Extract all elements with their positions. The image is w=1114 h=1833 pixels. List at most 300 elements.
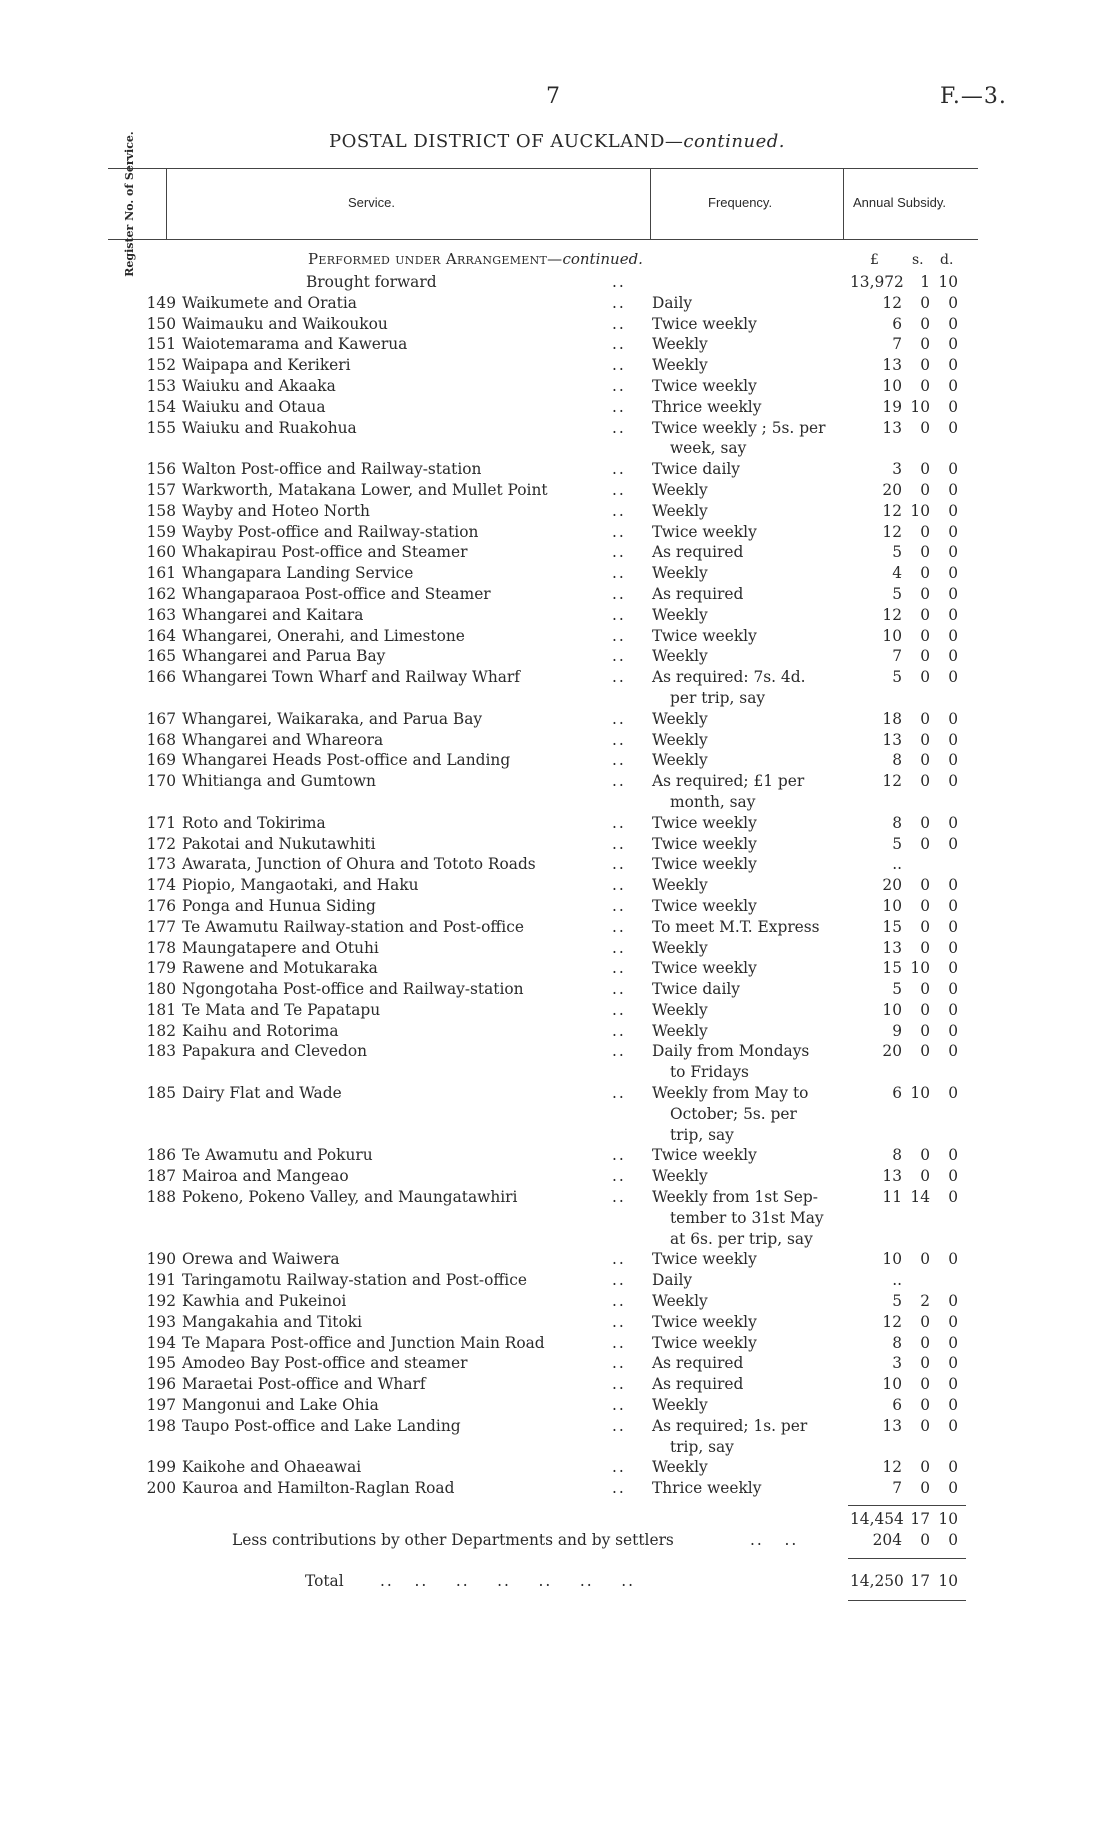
- leader-dots: ..: [612, 584, 626, 603]
- frequency-line: Weekly: [652, 1021, 708, 1040]
- service-name: Taringamotu Railway-station and Post-office: [182, 1271, 527, 1290]
- subsidy-pounds: 10: [882, 1375, 902, 1394]
- register-number: 150: [146, 314, 176, 333]
- service-name: Dairy Flat and Wade: [182, 1084, 342, 1103]
- register-number: 185: [146, 1084, 176, 1103]
- subsidy-pence: 0: [948, 834, 958, 853]
- service-table-body: [0, 272, 1114, 1499]
- table-row: [0, 1270, 1114, 1291]
- service-name: Orewa and Waiwera: [182, 1250, 340, 1269]
- register-number: 151: [146, 335, 176, 354]
- service-name: Waiuku and Otaua: [182, 397, 326, 416]
- register-column-header: [94, 131, 166, 277]
- frequency: [652, 314, 842, 335]
- frequency: [652, 1333, 842, 1354]
- service-name: Piopio, Mangaotaki, and Haku: [182, 876, 419, 895]
- frequency-line: As required: 7s. 4d.: [652, 668, 806, 687]
- frequency-line: To meet M.T. Express: [652, 917, 820, 936]
- table-row: [0, 314, 1114, 335]
- subsidy-shillings: 0: [920, 709, 930, 728]
- subsidy-shillings: 14: [910, 1188, 930, 1207]
- frequency-line: October; 5s. per: [670, 1104, 797, 1123]
- service-name: Kauroa and Hamilton-Raglan Road: [182, 1479, 455, 1498]
- table-row: [0, 667, 1114, 709]
- frequency-line: Twice weekly: [652, 314, 757, 333]
- subsidy-pounds: 10: [882, 896, 902, 915]
- frequency: [652, 1478, 842, 1499]
- subsidy-pounds: 12: [882, 1458, 902, 1477]
- subsidy-pence: 0: [948, 647, 958, 666]
- frequency-line: As required; 1s. per: [652, 1416, 808, 1435]
- leader-dots: ..: [612, 626, 626, 645]
- table-row: [0, 958, 1114, 979]
- service-name: Waiuku and Akaaka: [182, 376, 336, 395]
- frequency-line: As required; £1 per: [652, 772, 805, 791]
- register-number: 161: [146, 564, 176, 583]
- subsidy-shillings: 10: [910, 1084, 930, 1103]
- register-number: 174: [146, 876, 176, 895]
- pence-header: d.: [940, 252, 954, 268]
- frequency: [652, 1083, 842, 1145]
- register-number: 198: [146, 1416, 176, 1435]
- subsidy-shillings: 0: [920, 647, 930, 666]
- frequency: [652, 958, 842, 979]
- subsidy-shillings: 10: [910, 397, 930, 416]
- frequency: [652, 1000, 842, 1021]
- frequency-line: Weekly: [652, 709, 708, 728]
- subsidy-pounds: 15: [882, 959, 902, 978]
- subsidy-pence: 0: [948, 730, 958, 749]
- table-row: [0, 1145, 1114, 1166]
- leader-dots: ..: [612, 668, 626, 687]
- leader-dots: ..: [612, 1416, 626, 1435]
- frequency: [652, 1374, 842, 1395]
- leader-dots: ..: [612, 480, 626, 499]
- subsidy-pounds: 12: [882, 1312, 902, 1331]
- subsidy-pence: 0: [948, 959, 958, 978]
- subsidy-pence: 0: [948, 1479, 958, 1498]
- subsidy-shillings: 0: [920, 1021, 930, 1040]
- register-number: 160: [146, 543, 176, 562]
- frequency-line: Twice weekly: [652, 1333, 757, 1352]
- subsidy-shillings: 0: [920, 1416, 930, 1435]
- table-row: [0, 418, 1114, 460]
- subsidy-pence: 0: [948, 418, 958, 437]
- subsidy-shillings: 0: [920, 1375, 930, 1394]
- subsidy-shillings: 0: [920, 751, 930, 770]
- register-number: 153: [146, 376, 176, 395]
- table-row: [0, 1166, 1114, 1187]
- frequency-line: Twice daily: [652, 980, 740, 999]
- subsidy-pounds: ..: [892, 1271, 902, 1290]
- page-number: 7: [546, 84, 560, 109]
- table-row: [0, 1374, 1114, 1395]
- frequency: [652, 938, 842, 959]
- subsidy-pence: 0: [948, 1250, 958, 1269]
- leader-dots: ..: [612, 1084, 626, 1103]
- leader-dots: ..: [612, 1333, 626, 1352]
- subsidy-shillings: 1: [920, 273, 930, 291]
- frequency: [652, 917, 842, 938]
- frequency-line: Twice weekly: [652, 1250, 757, 1269]
- frequency-line: Weekly: [652, 564, 708, 583]
- subsidy-shillings: 10: [910, 501, 930, 520]
- frequency-line: Twice weekly: [652, 896, 757, 915]
- leader-dots: ..: [612, 834, 626, 853]
- frequency: [652, 813, 842, 834]
- register-number: 187: [146, 1167, 176, 1186]
- frequency: [652, 459, 842, 480]
- register-number: 163: [146, 605, 176, 624]
- frequency-line: Weekly: [652, 1000, 708, 1019]
- service-name: Whangarei and Whareora: [182, 730, 384, 749]
- subsidy-pence: 0: [948, 772, 958, 791]
- subsidy-pounds: 11: [882, 1188, 902, 1207]
- subsidy-shillings: 0: [920, 584, 930, 603]
- total-pence: 10: [938, 1572, 958, 1590]
- subsidy-shillings: 0: [920, 1000, 930, 1019]
- register-number: 169: [146, 751, 176, 770]
- leader-dots: ..: [612, 1146, 626, 1165]
- subsidy-pounds: 20: [882, 480, 902, 499]
- subsidy-pence: 0: [948, 876, 958, 895]
- subsidy-pence: 0: [948, 460, 958, 479]
- document-code: F.—3.: [940, 84, 1007, 109]
- subsidy-pounds: 7: [892, 647, 902, 666]
- subsidy-shillings: 10: [910, 959, 930, 978]
- frequency-line: Weekly: [652, 1167, 708, 1186]
- subsidy-pence: 0: [948, 501, 958, 520]
- service-name: Roto and Tokirima: [182, 813, 326, 832]
- register-number: 190: [146, 1250, 176, 1269]
- frequency: [652, 542, 842, 563]
- subsidy-shillings: 0: [920, 1042, 930, 1061]
- subsidy-shillings: 0: [920, 522, 930, 541]
- service-name: Waikumete and Oratia: [182, 293, 357, 312]
- frequency: [652, 397, 842, 418]
- service-name: Ponga and Hunua Siding: [182, 896, 376, 915]
- subsidy-pence: 0: [948, 1354, 958, 1373]
- frequency: [652, 1041, 842, 1083]
- subsidy-pounds: 8: [892, 1146, 902, 1165]
- subsidy-pence: 0: [948, 1333, 958, 1352]
- frequency-line: As required: [652, 543, 744, 562]
- frequency: [652, 1270, 842, 1291]
- subsidy-pounds: 13: [882, 418, 902, 437]
- frequency: [652, 1166, 842, 1187]
- subsidy-pence: 0: [948, 1000, 958, 1019]
- subsidy-pence: 0: [948, 335, 958, 354]
- subsidy-shillings: 0: [920, 335, 930, 354]
- subsidy-shillings: 0: [920, 314, 930, 333]
- subsidy-pounds: 10: [882, 626, 902, 645]
- register-number: 171: [146, 813, 176, 832]
- register-number: 194: [146, 1333, 176, 1352]
- subsidy-pounds: 3: [892, 460, 902, 479]
- frequency: [652, 418, 842, 460]
- subsidy-pence: 0: [948, 709, 958, 728]
- subsidy-shillings: 0: [920, 917, 930, 936]
- frequency: [652, 1187, 842, 1249]
- leader-dots: ..: [612, 1396, 626, 1415]
- frequency-line: Weekly: [652, 501, 708, 520]
- register-number: 192: [146, 1292, 176, 1311]
- register-number: 162: [146, 584, 176, 603]
- subsidy-pounds: 13: [882, 730, 902, 749]
- table-row: [0, 376, 1114, 397]
- subsidy-shillings: 0: [920, 1354, 930, 1373]
- leader-dots: ..: [612, 522, 626, 541]
- frequency-line: week, say: [670, 439, 747, 458]
- subsidy-pence: 0: [948, 1375, 958, 1394]
- frequency-line: Twice weekly ; 5s. per: [652, 418, 826, 437]
- service-name: Ngongotaha Post-office and Railway-station: [182, 980, 524, 999]
- leader-dots: ..: [612, 813, 626, 832]
- service-name: Pakotai and Nukutawhiti: [182, 834, 376, 853]
- register-number: 156: [146, 460, 176, 479]
- subsidy-pounds: 20: [882, 876, 902, 895]
- subsidy-pounds: 13: [882, 1416, 902, 1435]
- subtotal-pounds: 14,454: [850, 1510, 904, 1528]
- table-row: [0, 875, 1114, 896]
- subsidy-shillings: 0: [920, 293, 930, 312]
- table-row: [0, 626, 1114, 647]
- subsidy-shillings: 0: [920, 460, 930, 479]
- register-number: 191: [146, 1271, 176, 1290]
- total-shillings: 17: [910, 1572, 930, 1590]
- service-name: Te Mapara Post-office and Junction Main Road: [182, 1333, 545, 1352]
- service-name: Whangarei Heads Post-office and Landing: [182, 751, 511, 770]
- leader-dots: ..: [612, 1354, 626, 1373]
- table-row: [0, 272, 1114, 293]
- leader-dots: ..: [612, 397, 626, 416]
- leader-dots: ..: [612, 772, 626, 791]
- frequency-line: Twice weekly: [652, 1146, 757, 1165]
- register-number: 199: [146, 1458, 176, 1477]
- page-title: [0, 131, 1114, 152]
- frequency-line: tember to 31st May: [670, 1208, 824, 1227]
- leader-dots: ..: [612, 1292, 626, 1311]
- frequency-column-header: Frequency.: [708, 195, 773, 210]
- table-row: [0, 1041, 1114, 1083]
- column-divider: [650, 169, 651, 239]
- subsidy-pence: 10: [938, 273, 958, 291]
- subsidy-pence: 0: [948, 980, 958, 999]
- leader-dots: ..: [612, 1167, 626, 1186]
- register-number: 196: [146, 1375, 176, 1394]
- leader-dots: ..: [612, 1312, 626, 1331]
- register-number: 183: [146, 1042, 176, 1061]
- subsidy-pence: 0: [948, 917, 958, 936]
- register-number: 195: [146, 1354, 176, 1373]
- service-name: Papakura and Clevedon: [182, 1042, 368, 1061]
- subsidy-pence: 0: [948, 480, 958, 499]
- column-divider: [843, 169, 844, 239]
- frequency-line: Weekly from 1st Sep-: [652, 1188, 818, 1207]
- frequency-line: per trip, say: [670, 688, 766, 707]
- subsidy-pounds: 12: [882, 293, 902, 312]
- table-row: [0, 542, 1114, 563]
- leader-dots: ..: [612, 293, 626, 312]
- leader-dots: ..: [612, 1042, 626, 1061]
- frequency: [652, 1416, 842, 1458]
- subsidy-pounds: 6: [892, 314, 902, 333]
- subsidy-pence: 0: [948, 1292, 958, 1311]
- frequency-line: Weekly: [652, 938, 708, 957]
- leader-dots: ..: [612, 335, 626, 354]
- subsidy-pounds: ..: [892, 855, 902, 874]
- frequency: [652, 1145, 842, 1166]
- service-name: Whangarei, Waikaraka, and Parua Bay: [182, 709, 483, 728]
- service-name: Te Mata and Te Papatapu: [182, 1000, 381, 1019]
- frequency: [652, 1395, 842, 1416]
- subsidy-pence: 0: [948, 668, 958, 687]
- subsidy-shillings: 0: [920, 938, 930, 957]
- subsidy-pence: 0: [948, 397, 958, 416]
- less-shillings: 0: [920, 1531, 930, 1549]
- frequency: [652, 584, 842, 605]
- service-name: Whitianga and Gumtown: [182, 772, 376, 791]
- subtotal-pence: 10: [938, 1510, 958, 1528]
- register-number: 186: [146, 1146, 176, 1165]
- service-name: Wayby Post-office and Railway-station: [182, 522, 479, 541]
- subsidy-shillings: 0: [920, 480, 930, 499]
- subsidy-pounds: 12: [882, 605, 902, 624]
- subsidy-pence: 0: [948, 376, 958, 395]
- subsidy-pence: 0: [948, 1042, 958, 1061]
- subtotal-shillings: 17: [910, 1510, 930, 1528]
- subsidy-shillings: 0: [920, 730, 930, 749]
- subsidy-pounds: 10: [882, 1250, 902, 1269]
- subsidy-pence: 0: [948, 938, 958, 957]
- subsidy-pence: 0: [948, 1021, 958, 1040]
- subsidy-shillings: 0: [920, 1167, 930, 1186]
- table-row: [0, 1312, 1114, 1333]
- subsidy-pounds: 3: [892, 1354, 902, 1373]
- leader-dots: ..: [612, 376, 626, 395]
- subsidy-pounds: 5: [892, 980, 902, 999]
- table-row: [0, 334, 1114, 355]
- table-row: [0, 938, 1114, 959]
- service-name: Te Awamutu Railway-station and Post-office: [182, 917, 524, 936]
- subsidy-pounds: 12: [882, 772, 902, 791]
- frequency: [652, 1291, 842, 1312]
- frequency: [652, 854, 842, 875]
- frequency: [652, 334, 842, 355]
- frequency-line: Weekly: [652, 480, 708, 499]
- subsidy-pence: 0: [948, 1146, 958, 1165]
- shillings-header: s.: [912, 252, 924, 268]
- frequency: [652, 896, 842, 917]
- service-name: Awarata, Junction of Ohura and Tototo Roads: [182, 855, 536, 874]
- frequency-line: As required: [652, 1375, 744, 1394]
- register-number: 172: [146, 834, 176, 853]
- frequency: [652, 771, 842, 813]
- frequency: [652, 1353, 842, 1374]
- frequency: [652, 376, 842, 397]
- service-name: Pokeno, Pokeno Valley, and Maungatawhiri: [182, 1188, 518, 1207]
- leader-dots: ..: [612, 501, 626, 520]
- register-number: 155: [146, 418, 176, 437]
- subsidy-pounds: 6: [892, 1396, 902, 1415]
- subsidy-shillings: 0: [920, 356, 930, 375]
- service-name: Warkworth, Matakana Lower, and Mullet Point: [182, 480, 548, 499]
- frequency-line: Twice weekly: [652, 834, 757, 853]
- subsidy-shillings: 0: [920, 896, 930, 915]
- frequency-line: Twice weekly: [652, 855, 757, 874]
- frequency-line: Twice weekly: [652, 522, 757, 541]
- frequency-line: Twice weekly: [652, 813, 757, 832]
- table-row: [0, 501, 1114, 522]
- subsidy-shillings: 0: [920, 980, 930, 999]
- service-name: Whangapara Landing Service: [182, 564, 414, 583]
- subsidy-shillings: 0: [920, 772, 930, 791]
- table-row: [0, 771, 1114, 813]
- subsidy-pounds: 12: [882, 501, 902, 520]
- service-column-header: Service.: [348, 195, 395, 210]
- table-row: [0, 750, 1114, 771]
- register-number: 152: [146, 356, 176, 375]
- subsidy-pounds: 19: [882, 397, 902, 416]
- service-name: Kawhia and Pukeinoi: [182, 1292, 347, 1311]
- leader-dots: ..: [612, 1021, 626, 1040]
- frequency-line: trip, say: [670, 1437, 734, 1456]
- register-number: 168: [146, 730, 176, 749]
- subsidy-shillings: 2: [920, 1292, 930, 1311]
- frequency-line: As required: [652, 584, 744, 603]
- subsidy-pounds: 12: [882, 522, 902, 541]
- service-name: Waiuku and Ruakohua: [182, 418, 357, 437]
- register-number: 154: [146, 397, 176, 416]
- leader-dots: ..: [612, 751, 626, 770]
- service-name: Kaikohe and Ohaeawai: [182, 1458, 362, 1477]
- frequency: [652, 480, 842, 501]
- service-name: Taupo Post-office and Lake Landing: [182, 1416, 461, 1435]
- subsidy-pounds: 10: [882, 1000, 902, 1019]
- frequency: [652, 875, 842, 896]
- subsidy-pounds: 10: [882, 376, 902, 395]
- subsidy-pounds: 5: [892, 834, 902, 853]
- subsidy-pounds: 5: [892, 584, 902, 603]
- leader-dots: ..: [612, 730, 626, 749]
- service-name: Maungatapere and Otuhi: [182, 938, 379, 957]
- register-number: 164: [146, 626, 176, 645]
- frequency-line: Weekly: [652, 730, 708, 749]
- subsidy-pounds: 5: [892, 543, 902, 562]
- subtotal-rule: [848, 1505, 966, 1506]
- register-header-label: Register No. of Service.: [123, 131, 136, 277]
- frequency: [652, 1249, 842, 1270]
- less-contributions-label: Less contributions by other Departments and by settlers: [232, 1531, 674, 1549]
- table-row: [0, 979, 1114, 1000]
- section-heading: [308, 250, 643, 268]
- leader-dots: ..: [612, 1000, 626, 1019]
- subsidy-pounds: 13: [882, 938, 902, 957]
- leader-dots: ..: [612, 709, 626, 728]
- subsidy-pounds: 13: [882, 1167, 902, 1186]
- total-rule-top: [848, 1558, 966, 1559]
- table-row: [0, 896, 1114, 917]
- service-name: Waimauku and Waikoukou: [182, 314, 388, 333]
- service-name: Whangarei and Parua Bay: [182, 647, 386, 666]
- table-row: [0, 1353, 1114, 1374]
- subsidy-pence: 0: [948, 584, 958, 603]
- register-number: 157: [146, 480, 176, 499]
- table-row: [0, 480, 1114, 501]
- subsidy-pence: 0: [948, 626, 958, 645]
- subsidy-pounds: 7: [892, 335, 902, 354]
- table-row: [0, 397, 1114, 418]
